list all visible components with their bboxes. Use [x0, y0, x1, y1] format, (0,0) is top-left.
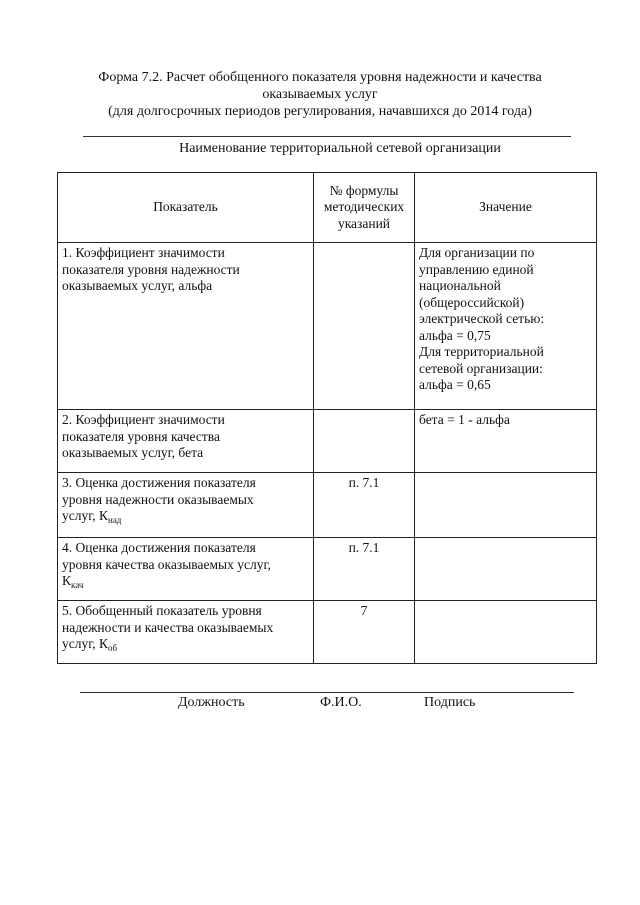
row-2-formula [314, 410, 415, 473]
row-1-value-line: управлению единой [419, 261, 534, 277]
row-2-value [415, 410, 597, 473]
signature-position-label: Должность [178, 695, 245, 710]
table-row [58, 410, 597, 473]
row-5-indicator [58, 601, 314, 664]
row-1-value-line: Для организации по [419, 245, 535, 260]
row-1-value-line: сетевой организации: [419, 360, 543, 376]
table-row [58, 243, 597, 410]
header-formula [314, 173, 415, 243]
row-5-formula: 7 [314, 601, 415, 664]
row-1-indicator-line: показателя уровня надежности [62, 261, 240, 277]
row-2-indicator-line: оказываемых услуг, бета [62, 445, 204, 460]
header-formula-line-3: указаний [337, 215, 391, 231]
row-1-value-line: национальной [419, 278, 501, 293]
row-5-indicator-subscript: об [108, 643, 118, 653]
form-title [40, 69, 600, 120]
form-title-line-1: Форма 7.2. Расчет обобщенного показателя уровня надежности и качества [98, 70, 542, 85]
row-1-value-line: Для территориальной [419, 344, 544, 359]
row-5-indicator-line [62, 636, 309, 653]
row-3-indicator [58, 473, 314, 538]
form-title-line-3: (для долгосрочных периодов регулирования, начавшихся до 2014 года) [108, 104, 532, 119]
table-row [58, 473, 597, 538]
row-1-value-line: (общероссийской) [419, 294, 525, 310]
row-1-formula [314, 243, 415, 410]
row-1-value [415, 243, 597, 410]
row-3-indicator-symbol: услуг, К [62, 508, 108, 523]
row-1-value-line: альфа = 0,65 [419, 377, 491, 392]
table-row [58, 601, 597, 664]
row-2-indicator [58, 410, 314, 473]
header-indicator: Показатель [58, 173, 314, 243]
header-formula-line-1: № формулы [329, 182, 399, 198]
row-3-formula: п. 7.1 [314, 473, 415, 538]
row-4-indicator-line: 4. Оценка достижения показателя [62, 540, 256, 555]
row-3-indicator-line: 3. Оценка достижения показателя [62, 475, 256, 490]
row-4-indicator-symbol: К [62, 573, 72, 588]
row-5-value [415, 601, 597, 664]
row-3-indicator-subscript: над [108, 515, 122, 525]
row-2-indicator-line: показателя уровня качества [62, 428, 220, 444]
row-5-indicator-symbol: услуг, К [62, 636, 108, 651]
row-4-indicator-subscript: кач [71, 580, 84, 590]
row-1-indicator-line: 1. Коэффициент значимости [62, 245, 225, 260]
row-1-value-line: альфа = 0,75 [419, 327, 491, 343]
signature-name-label: Ф.И.О. [320, 695, 362, 710]
signature-line [80, 692, 574, 693]
indicator-table [57, 172, 597, 664]
row-4-formula: п. 7.1 [314, 538, 415, 601]
form-title-line-2: оказываемых услуг [262, 87, 378, 102]
signature-sign-label: Подпись [424, 695, 476, 710]
row-4-value [415, 538, 597, 601]
row-3-indicator-line: уровня надежности оказываемых [62, 491, 254, 507]
header-formula-line-2: методических [323, 199, 405, 215]
row-1-value-line: электрической сетью: [419, 311, 545, 326]
table-row [58, 538, 597, 601]
row-2-indicator-line: 2. Коэффициент значимости [62, 412, 225, 427]
row-5-indicator-line: надежности и качества оказываемых [62, 619, 274, 635]
row-3-indicator-line [62, 508, 309, 525]
row-4-indicator [58, 538, 314, 601]
row-2-value-line: бета = 1 - альфа [419, 412, 510, 427]
table-header-row [58, 173, 597, 243]
row-4-indicator-line [62, 573, 309, 590]
row-1-indicator-line: оказываемых услуг, альфа [62, 278, 213, 293]
row-1-indicator [58, 243, 314, 410]
row-5-indicator-line: 5. Обобщенный показатель уровня [62, 603, 262, 618]
organization-name-line [83, 136, 571, 137]
organization-name-caption: Наименование территориальной сетевой организации [179, 141, 501, 156]
row-3-value [415, 473, 597, 538]
row-4-indicator-line: уровня качества оказываемых услуг, [62, 556, 271, 572]
header-value: Значение [415, 173, 597, 243]
